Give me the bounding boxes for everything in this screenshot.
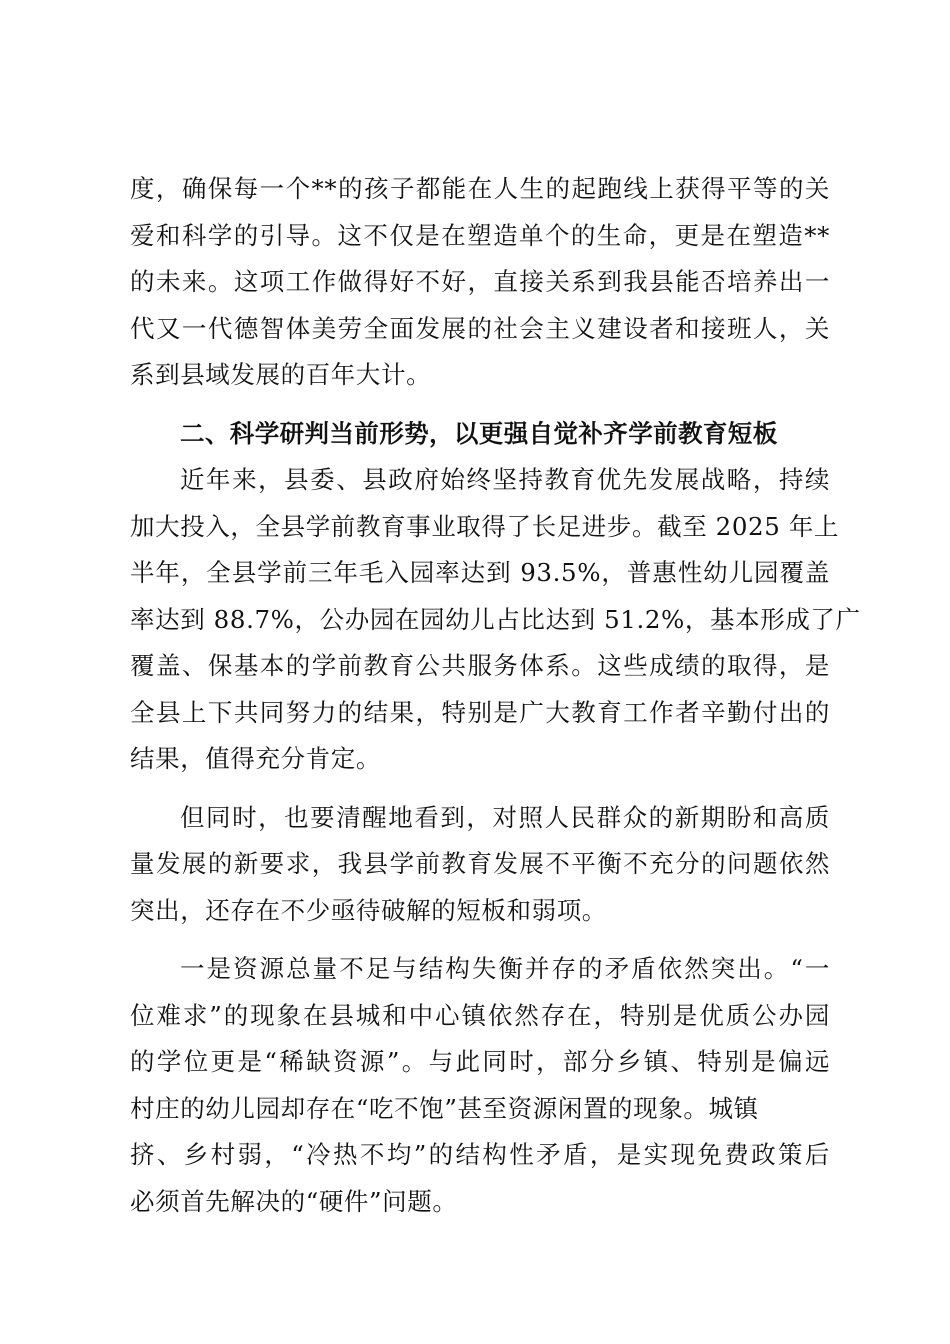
text-line: 必须首先解决的“硬件”问题。 bbox=[130, 1186, 458, 1216]
section-heading: 二、科学研判当前形势，以更强自觉补齐学前教育短板 bbox=[180, 418, 778, 448]
text-line: 系到县域发展的百年大计。 bbox=[130, 360, 432, 389]
spacer bbox=[130, 399, 830, 411]
text-line: 位难求”的现象在县城和中心镇依然存在，特别是优质公办园 bbox=[130, 1000, 830, 1030]
text-line: 但同时，也要清醒地看到，对照人民群众的新期盼和高质 bbox=[180, 802, 830, 832]
text-line: 突出，还存在不少亟待破解的短板和弱项。 bbox=[130, 895, 607, 925]
spacer bbox=[130, 934, 830, 946]
text-line: 度，确保每一个**的孩子都能在人生的起跑线上获得平等的关 bbox=[130, 174, 830, 203]
text-line: 代又一代德智体美劳全面发展的社会主义建设者和接班人，关 bbox=[130, 313, 830, 343]
text-line: 率达到 88.7%，公办园在园幼儿占比达到 51.2%，基本形成了广 bbox=[130, 604, 861, 634]
text-line: 村庄的幼儿园却存在“吃不饱”甚至资源闲置的现象。城镇 bbox=[130, 1093, 759, 1123]
text-line: 爱和科学的引导。这不仅是在塑造单个的生命，更是在塑造** bbox=[130, 220, 830, 250]
text-line: 的学位更是“稀缺资源”。与此同时，部分乡镇、特别是偏远 bbox=[130, 1047, 830, 1076]
text-line: 的未来。这项工作做得好不好，直接关系到我县能否培养出一 bbox=[130, 267, 830, 296]
text-line: 一是资源总量不足与结构失衡并存的矛盾依然突出。“一 bbox=[180, 954, 830, 983]
paragraph-progress bbox=[130, 457, 861, 783]
text-line: 挤、乡村弱，“冷热不均”的结构性矛盾，是实现免费政策后 bbox=[130, 1140, 830, 1169]
text-line: 覆盖、保基本的学前教育公共服务体系。这些成绩的取得，是 bbox=[130, 651, 830, 680]
text-line: 加大投入，全县学前教育事业取得了长足进步。截至 2025 年上 bbox=[130, 511, 840, 541]
text-line: 结果，值得充分肯定。 bbox=[130, 744, 381, 773]
document-body bbox=[130, 166, 861, 1225]
paragraph-resources bbox=[130, 946, 830, 1225]
spacer bbox=[130, 783, 830, 795]
text-line: 近年来，县委、县政府始终坚持教育优先发展战略，持续 bbox=[180, 465, 830, 494]
text-line: 全县上下共同努力的结果，特别是广大教育工作者辛勤付出的 bbox=[130, 697, 830, 727]
paragraph-challenges bbox=[130, 795, 830, 935]
text-line: 半年，全县学前三年毛入园率达到 93.5%，普惠性幼儿园覆盖 bbox=[130, 558, 830, 587]
paragraph-intro bbox=[130, 166, 830, 399]
text-line: 量发展的新要求，我县学前教育发展不平衡不充分的问题依然 bbox=[130, 849, 830, 878]
